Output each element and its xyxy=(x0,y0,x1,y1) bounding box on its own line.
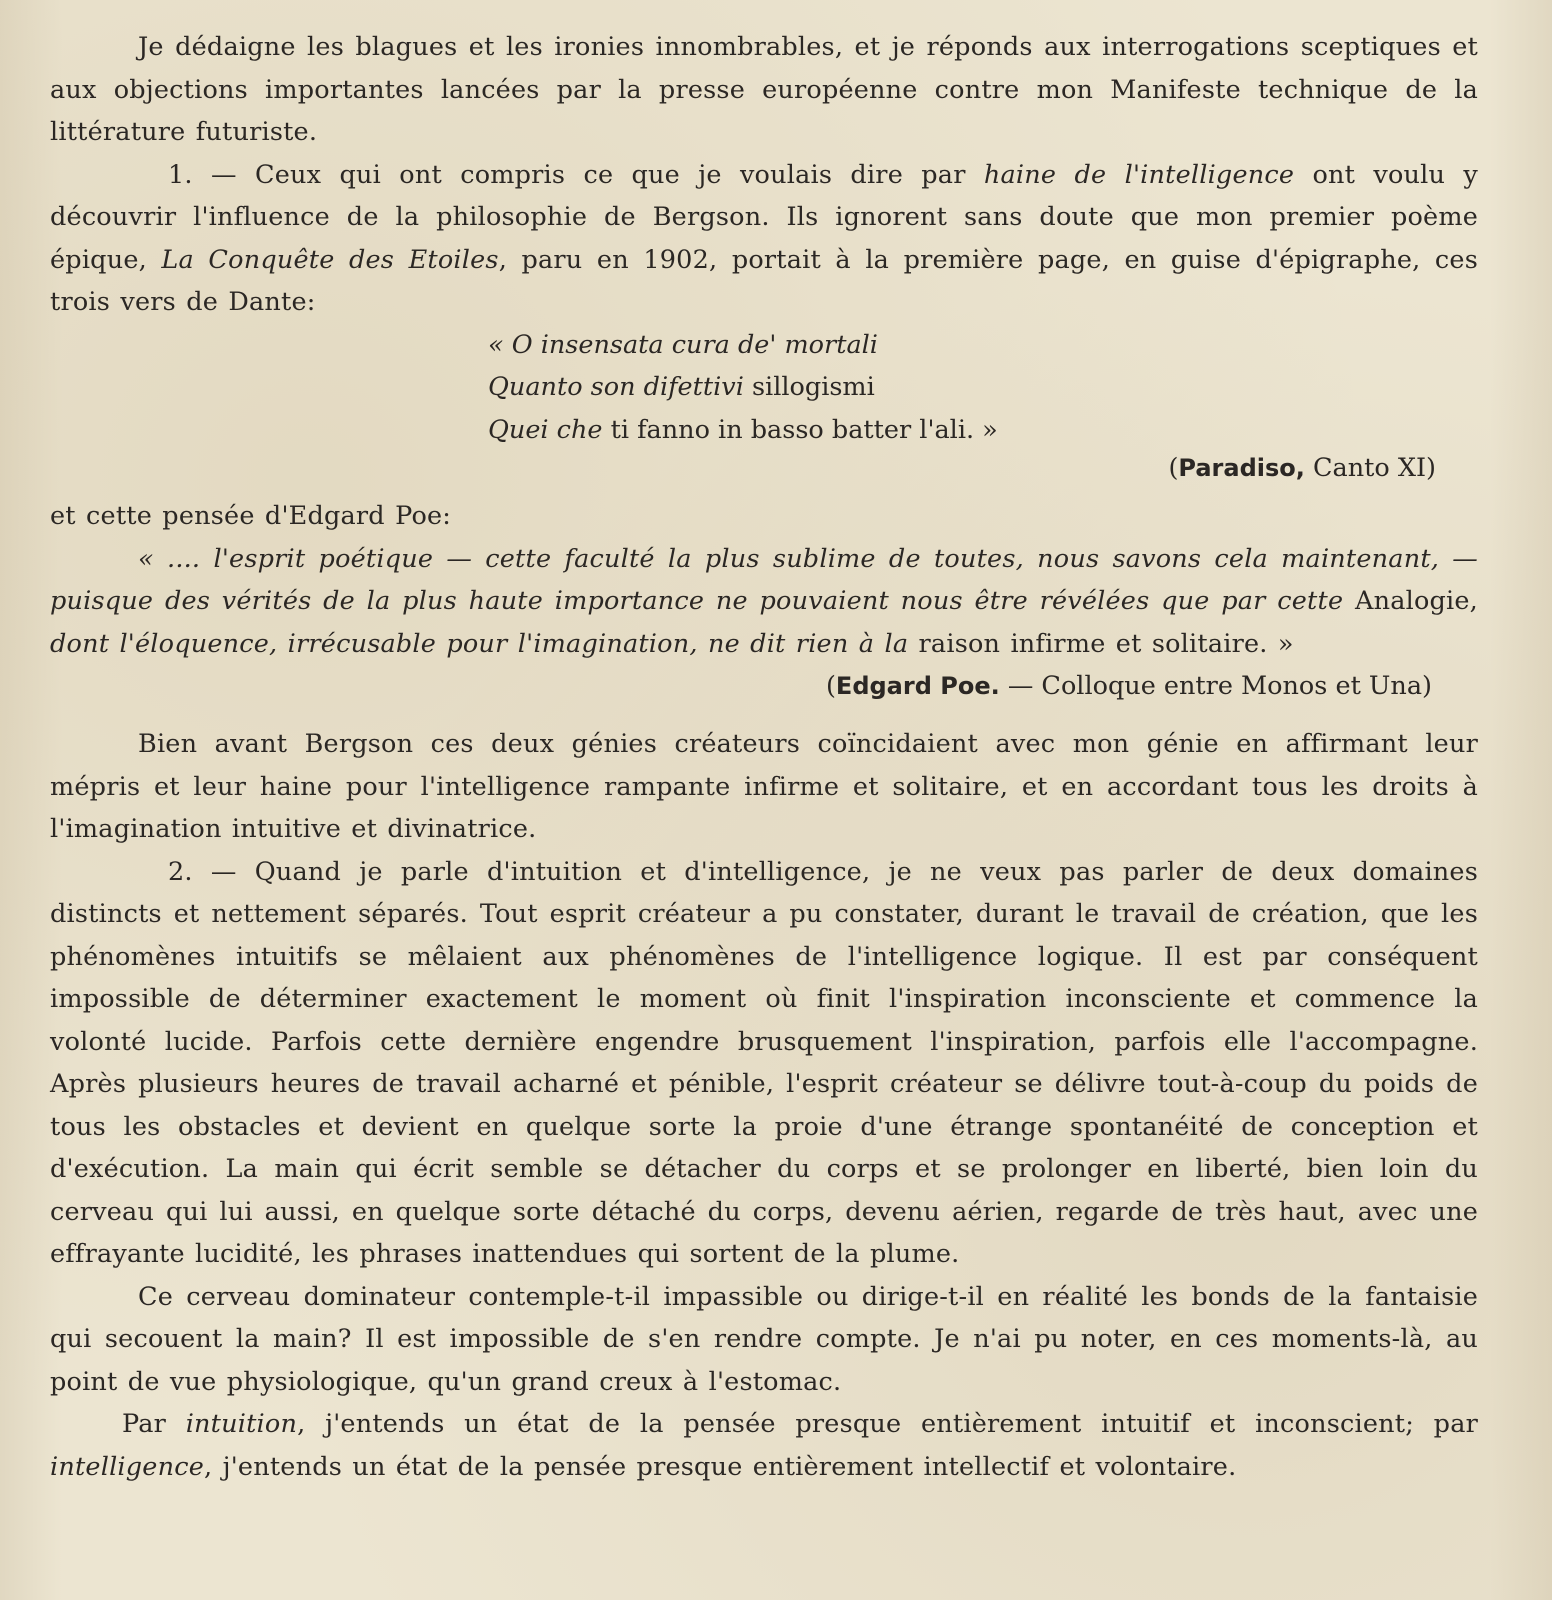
definitions-text-c: , j'entends un état de la pensée presque entièrement intellectif et volontaire. xyxy=(204,1451,1237,1482)
cite-2-rest: — Colloque entre Monos et Una) xyxy=(999,671,1432,701)
paragraph-cerveau xyxy=(50,1276,1478,1404)
verse-line-1-text: « O insensata cura de' mortali xyxy=(488,329,878,360)
definitions-em-intuition: intuition xyxy=(185,1409,298,1439)
cite-2-open: ( xyxy=(825,671,836,701)
paragraph-bergson-text: Bien avant Bergson ces deux génies créateurs coïncidaient avec mon génie en affirmant leur mépris et leur haine pour l'intelligence rampante infirme et solitaire, et en accordant tous les droits à l'imagination intuitive et divinatrice. xyxy=(50,729,1478,844)
poe-quote-rest-1: Analogie, xyxy=(1343,586,1478,616)
paragraph-poe-intro xyxy=(50,495,1478,538)
verse-line-3-rest: ti fanno in basso batter l'ali. » xyxy=(602,414,998,445)
verse-line-3 xyxy=(488,409,1478,452)
poe-citation xyxy=(50,665,1478,707)
paragraph-definitions xyxy=(50,1403,1478,1488)
poe-quote-em: « .... l'esprit poétique — cette faculté la plus sublime de toutes, nous savons cela maintenant, — puisque des vérités de la plus haute importance ne pouvaient nous être révélées que par cette xyxy=(50,543,1478,616)
poe-quote xyxy=(50,538,1478,666)
verse-line-3-em: Quei che xyxy=(488,414,603,445)
verse-line-2-rest: sillogismi xyxy=(743,372,875,402)
paragraph-point-1 xyxy=(50,154,1478,324)
paragraph-bergson xyxy=(50,723,1478,851)
point-1-emphasis: haine de l'intelligence xyxy=(983,159,1295,190)
verse-line-2-em: Quanto son difettivi xyxy=(488,372,744,402)
poe-intro-text: et cette pensée d'Edgard Poe: xyxy=(50,501,452,531)
definitions-em-intelligence: intelligence xyxy=(50,1451,204,1482)
poe-quote-em-2: dont l'éloquence, irrécusable pour l'imagination, ne dit rien à la xyxy=(50,628,909,659)
verse-line-2 xyxy=(488,366,1478,409)
dante-citation xyxy=(50,453,1478,483)
point-1-text-c: , paru en 1902, portait à la première page, en guise d'épigraphe, ces trois vers de Dante: xyxy=(50,244,1478,317)
document-page xyxy=(50,26,1478,1488)
paragraph-cerveau-text: Ce cerveau dominateur contemple-t-il impassible ou dirige-t-il en réalité les bonds de la fantaisie qui secouent la main? Il est impossible de s'en rendre compte. Je n'ai pu noter, en ces moments-là, au point de vue physiologique, qu'un grand creux à l'estomac. xyxy=(50,1281,1478,1397)
definitions-text-a: Par xyxy=(122,1409,186,1439)
paragraph-point-2 xyxy=(50,851,1478,1276)
dante-verse xyxy=(488,324,1478,452)
cite-1-bold: Paradiso, xyxy=(1178,454,1305,482)
poe-quote-rest-2: raison infirme et solitaire. » xyxy=(908,628,1294,659)
paragraph-point-2-text: 2. — Quand je parle d'intuition et d'intelligence, je ne veux pas parler de deux domaines distincts et nettement séparés. Tout esprit créateur a pu constater, durant le travail de création, que les phénomènes intuitifs se mêlaient aux phénomènes de l'intelligence logique. Il est par conséquent impossible de déterminer exactement le moment où finit l'inspiration inconsciente et commence la volonté lucide. Parfois cette dernière engendre brusquement l'inspiration, parfois elle l'accompagne. Après plusieurs heures de travail acharné et pénible, l'esprit créateur se délivre tout-à-coup du poids de tous les obstacles et devient en quelque sorte la proie d'une étrange spontanéité de conception et d'exécution. La main qui écrit semble se détacher du corps et se prolonger en liberté, bien loin du cerveau qui lui aussi, en quelque sorte détaché du corps, devenu aérien, regarde de très haut, avec une effrayante lucidité, les phrases inattendues qui sortent de la plume. xyxy=(50,856,1478,1269)
cite-2-bold: Edgard Poe. xyxy=(835,672,1000,700)
poem-title: La Conquête des Etoiles xyxy=(161,244,499,275)
verse-line-1 xyxy=(488,324,1478,367)
paragraph-intro-text: Je dédaigne les blagues et les ironies innombrables, et je réponds aux interrogations sceptiques et aux objections importantes lancées par la presse européenne contre mon Manifeste technique de la littérature futuriste. xyxy=(50,32,1478,147)
cite-1-open: ( xyxy=(1168,453,1179,483)
paragraph-intro xyxy=(50,26,1478,154)
point-1-text-a: 1. — Ceux qui ont compris ce que je voulais dire par xyxy=(168,159,984,190)
point-1-text-b: ont voulu y découvrir l'influence de la philosophie de Bergson. Ils ignorent sans doute que mon premier poème épique, xyxy=(50,159,1479,275)
definitions-text-b: , j'entends un état de la pensée presque entièrement intuitif et inconscient; par xyxy=(297,1409,1478,1439)
cite-1-rest: Canto XI) xyxy=(1304,453,1436,483)
